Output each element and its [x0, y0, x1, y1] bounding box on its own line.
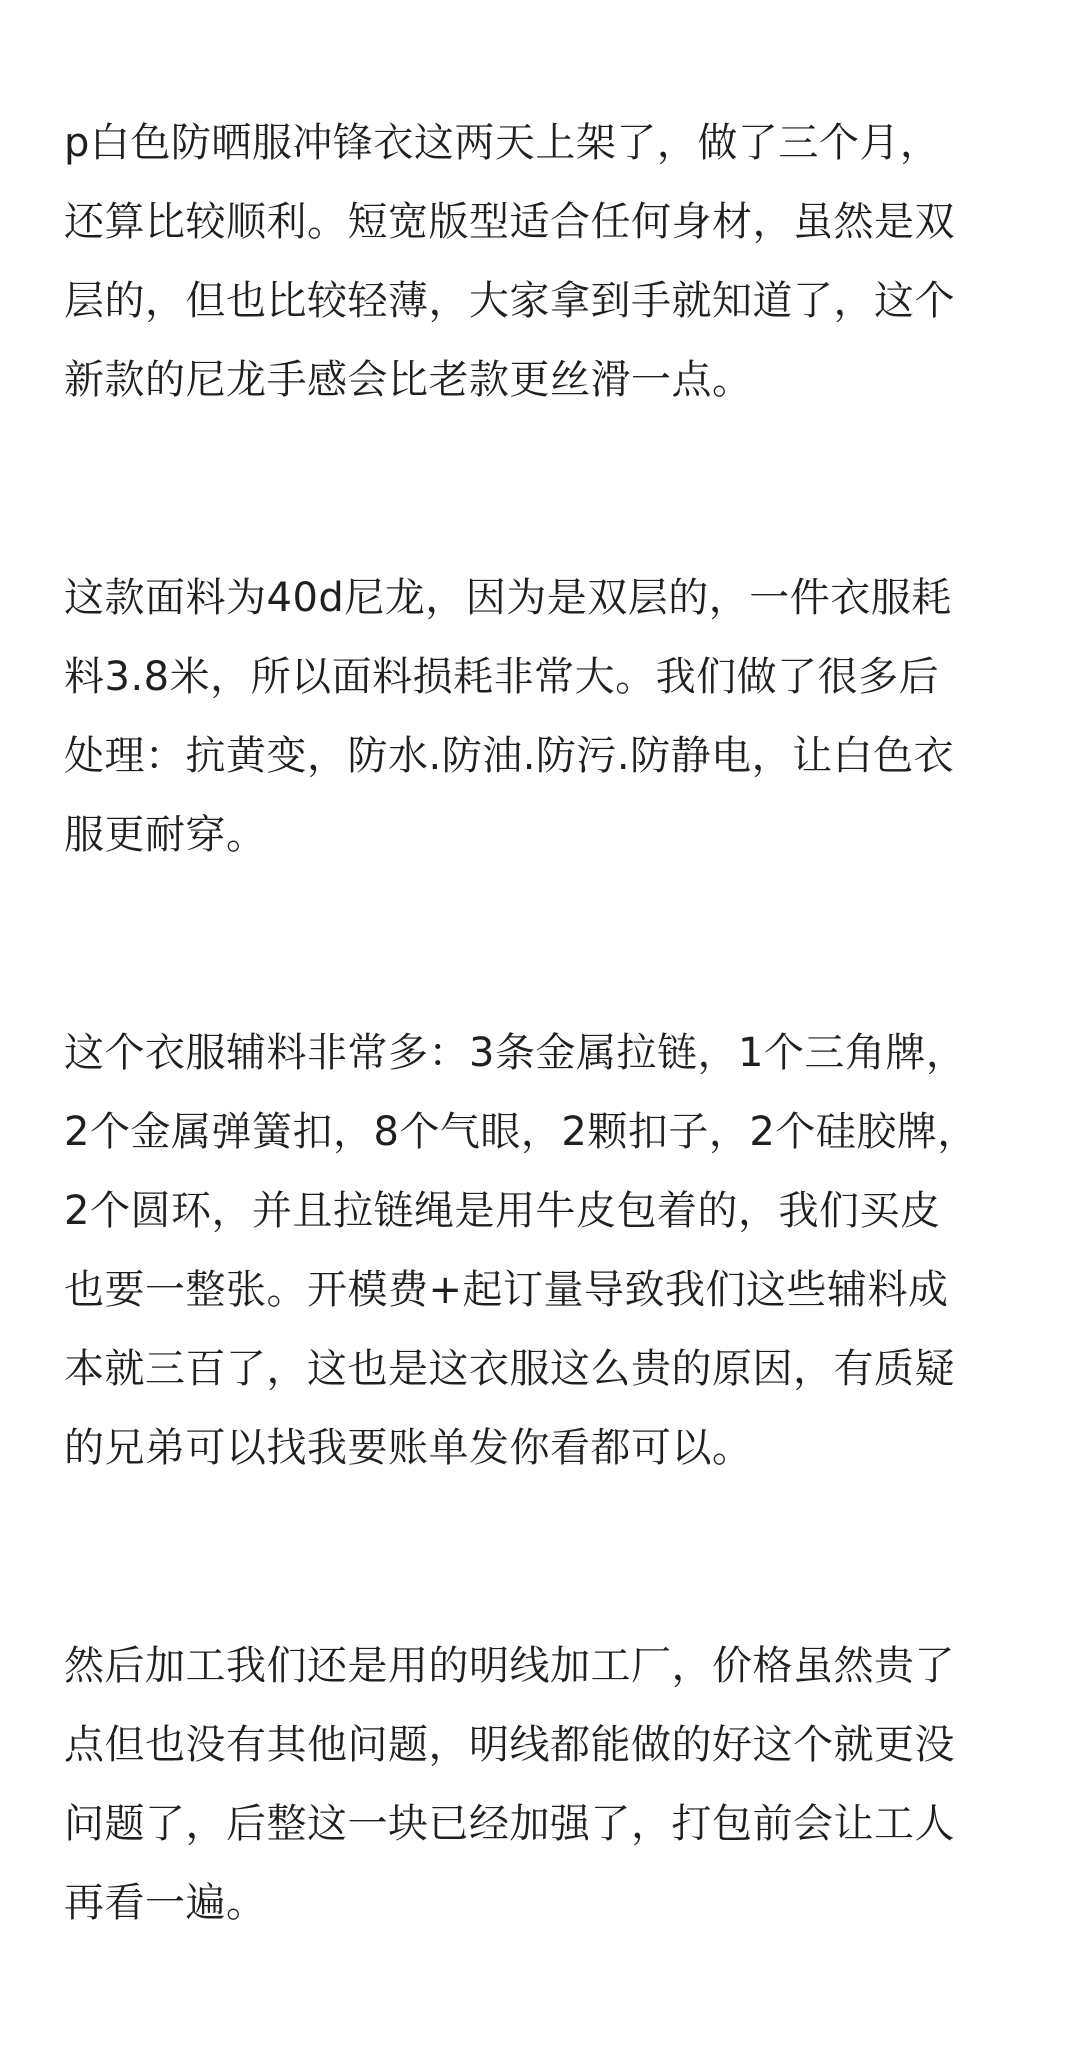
text-line: 服更耐穿。: [64, 812, 267, 858]
paragraph-accessories: [64, 1014, 1014, 1488]
text-line: 这款面料为40d尼龙，因为是双层的，一件衣服耗: [64, 575, 952, 621]
text-line: 的兄弟可以找我要账单发你看都可以。: [64, 1425, 753, 1471]
text-line: 新款的尼龙手感会比老款更丝滑一点。: [64, 357, 753, 403]
text-line: 本就三百了，这也是这衣服这么贵的原因，有质疑: [64, 1346, 955, 1392]
paragraph-processing: [64, 1627, 1014, 1943]
text-line: 问题了，后整这一块已经加强了，打包前会让工人: [64, 1801, 955, 1847]
text-line: p白色防晒服冲锋衣这两天上架了，做了三个月，: [64, 120, 941, 166]
text-line: 处理：抗黄变，防水.防油.防污.防静电，让白色衣: [64, 733, 955, 779]
text-line: 料3.8米，所以面料损耗非常大。我们做了很多后: [64, 654, 940, 700]
text-line: 还算比较顺利。短宽版型适合任何身材，虽然是双: [64, 199, 955, 245]
paragraph-intro: [64, 104, 1014, 420]
paragraph-fabric: [64, 559, 1014, 875]
text-line: 这个衣服辅料非常多：3条金属拉链，1个三角牌，: [64, 1030, 967, 1076]
text-line: 再看一遍。: [64, 1880, 267, 1926]
text-line: 2个圆环，并且拉链绳是用牛皮包着的，我们买皮: [64, 1188, 941, 1234]
text-line: 层的，但也比较轻薄，大家拿到手就知道了，这个: [64, 278, 955, 324]
text-line: 也要一整张。开模费+起订量导致我们这些辅料成: [64, 1267, 949, 1313]
text-line: 然后加工我们还是用的明线加工厂，价格虽然贵了: [64, 1643, 955, 1689]
text-line: 点但也没有其他问题，明线都能做的好这个就更没: [64, 1722, 955, 1768]
text-line: 2个金属弹簧扣，8个气眼，2颗扣子，2个硅胶牌，: [64, 1109, 978, 1155]
